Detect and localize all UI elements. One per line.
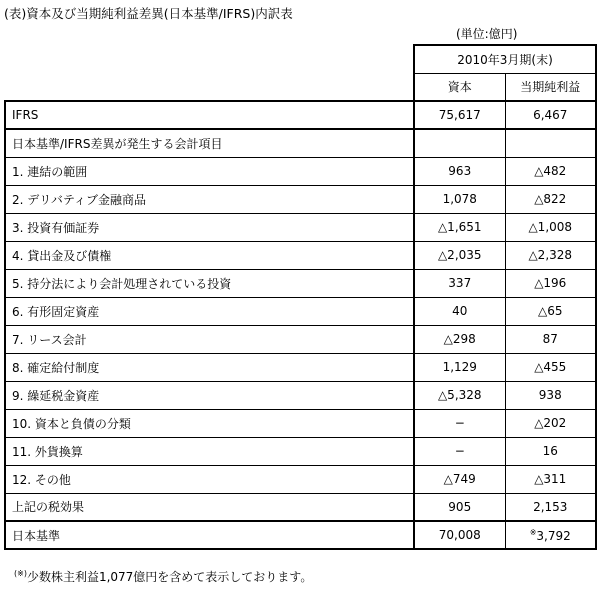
item-label: 1. 連結の範囲 xyxy=(5,157,414,185)
item-label: 4. 貸出金及び債権 xyxy=(5,241,414,269)
item-net-income: △196 xyxy=(505,269,596,297)
item-label: 8. 確定給付制度 xyxy=(5,353,414,381)
jgaap-capital: 70,008 xyxy=(414,521,505,549)
item-net-income: △455 xyxy=(505,353,596,381)
footnote-text: 少数株主利益1,077億円を含めて表示しております。 xyxy=(26,570,313,584)
footnote-mark: (※) xyxy=(14,569,27,578)
header-blank-cell xyxy=(5,45,414,73)
table-row xyxy=(5,269,596,297)
header-row-columns xyxy=(5,73,596,101)
item-label: 3. 投資有価証券 xyxy=(5,213,414,241)
header-capital: 資本 xyxy=(414,73,505,101)
ifrs-capital: 75,617 xyxy=(414,101,505,129)
table-row xyxy=(5,185,596,213)
item-label: 上記の税効果 xyxy=(5,493,414,521)
header-net-income: 当期純利益 xyxy=(505,73,596,101)
item-capital: △5,328 xyxy=(414,381,505,409)
item-capital: − xyxy=(414,409,505,437)
table-row xyxy=(5,381,596,409)
table-row xyxy=(5,213,596,241)
ifrs-label: IFRS xyxy=(5,101,414,129)
item-net-income: 2,153 xyxy=(505,493,596,521)
section-net-income-empty xyxy=(505,129,596,157)
section-row xyxy=(5,129,596,157)
table-row xyxy=(5,325,596,353)
item-net-income: △311 xyxy=(505,465,596,493)
item-label: 5. 持分法により会計処理されている投資 xyxy=(5,269,414,297)
item-net-income: △822 xyxy=(505,185,596,213)
header-blank-cell xyxy=(5,73,414,101)
jgaap-net-income-value: 3,792 xyxy=(536,528,571,543)
item-net-income: 87 xyxy=(505,325,596,353)
item-label: 9. 繰延税金資産 xyxy=(5,381,414,409)
item-label: 11. 外貨換算 xyxy=(5,437,414,465)
item-capital: △2,035 xyxy=(414,241,505,269)
item-capital: △298 xyxy=(414,325,505,353)
table-row xyxy=(5,157,596,185)
item-capital: 1,078 xyxy=(414,185,505,213)
item-net-income: △202 xyxy=(505,409,596,437)
table-row xyxy=(5,297,596,325)
jgaap-note-mark: ※ xyxy=(529,527,537,537)
item-capital: 963 xyxy=(414,157,505,185)
table-row xyxy=(5,353,596,381)
item-net-income: △65 xyxy=(505,297,596,325)
jgaap-net-income xyxy=(505,521,596,549)
unit-label: (単位:億円) xyxy=(456,27,518,41)
item-label: 10. 資本と負債の分類 xyxy=(5,409,414,437)
jgaap-label: 日本基準 xyxy=(5,521,414,549)
header-row-period xyxy=(5,45,596,73)
item-capital: △749 xyxy=(414,465,505,493)
ifrs-net-income: 6,467 xyxy=(505,101,596,129)
item-label: 12. その他 xyxy=(5,465,414,493)
reconciliation-table xyxy=(4,44,597,550)
item-label: 6. 有形固定資産 xyxy=(5,297,414,325)
item-net-income: △2,328 xyxy=(505,241,596,269)
table-row xyxy=(5,465,596,493)
section-capital-empty xyxy=(414,129,505,157)
item-net-income: △1,008 xyxy=(505,213,596,241)
table-row xyxy=(5,241,596,269)
item-net-income: △482 xyxy=(505,157,596,185)
table-row xyxy=(5,437,596,465)
jgaap-row xyxy=(5,521,596,549)
item-capital: 1,129 xyxy=(414,353,505,381)
section-label: 日本基準/IFRS差異が発生する会計項目 xyxy=(5,129,414,157)
item-net-income: 938 xyxy=(505,381,596,409)
item-capital: − xyxy=(414,437,505,465)
footnote xyxy=(14,568,312,585)
item-capital: 905 xyxy=(414,493,505,521)
item-capital: 337 xyxy=(414,269,505,297)
header-period: 2010年3月期(末) xyxy=(414,45,596,73)
table-row xyxy=(5,493,596,521)
page-title: (表)資本及び当期純利益差異(日本基準/IFRS)内訳表 xyxy=(4,6,293,21)
table-row xyxy=(5,409,596,437)
item-net-income: 16 xyxy=(505,437,596,465)
ifrs-row xyxy=(5,101,596,129)
item-capital: △1,651 xyxy=(414,213,505,241)
item-capital: 40 xyxy=(414,297,505,325)
item-label: 7. リース会計 xyxy=(5,325,414,353)
item-label: 2. デリバティブ金融商品 xyxy=(5,185,414,213)
